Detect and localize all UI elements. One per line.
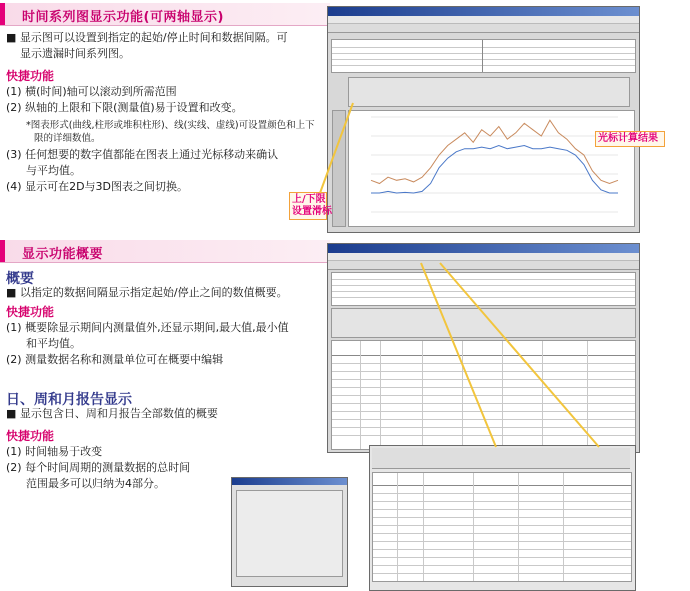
desc-line: ■ 显示图可以设置到指定的起始/停止时间和数据间隔。可 bbox=[6, 31, 288, 44]
list-item: (2) 测量数据名称和测量单位可在概要中编辑 bbox=[6, 353, 224, 366]
callout-line: 设置滑标 bbox=[292, 206, 332, 217]
overview-heading: 概要 bbox=[6, 271, 34, 287]
report-heading: 日、周和月报告显示 bbox=[6, 392, 132, 408]
func-heading: 快捷功能 bbox=[6, 69, 55, 83]
list-item: (4) 显示可在2D与3D图表之间切换。 bbox=[6, 180, 189, 193]
overview-text: ■ 以指定的数据间隔显示指定起始/停止之间的数值概要。 bbox=[6, 286, 288, 299]
list-item: (1) 时间轴易于改变 bbox=[6, 445, 103, 458]
list-item: (2) 纵轴的上限和下限(测量值)易于设置和改变。 bbox=[6, 101, 243, 114]
list-item-continued: 范围最多可以归纳为4部分。 bbox=[26, 477, 165, 490]
func-heading: 快捷功能 bbox=[6, 305, 55, 319]
list-item: (2) 每个时间周期的测量数据的总时间 bbox=[6, 461, 191, 474]
report-desc: ■ 显示包含日、周和月报告全部数值的概要 bbox=[6, 407, 218, 420]
list-item-continued: 和平均值。 bbox=[26, 337, 81, 350]
desc-line: 显示遗漏时间系列图。 bbox=[20, 47, 130, 60]
list-item: (3) 任何想要的数字值都能在图表上通过光标移动来确认 bbox=[6, 148, 279, 161]
list-item-continued: 与平均值。 bbox=[26, 164, 81, 177]
list-item: (1) 概要除显示期间内测量值外,还显示期间,最大值,最小值 bbox=[6, 321, 289, 334]
pointer-line bbox=[320, 103, 353, 193]
pointer-line bbox=[440, 263, 599, 447]
note-line: 限的详细数值。 bbox=[34, 133, 101, 144]
callout-line: 上/下限 bbox=[292, 194, 326, 205]
func-heading: 快捷功能 bbox=[6, 429, 55, 443]
section-title: 时间系列图显示功能(可两轴显示) bbox=[22, 10, 224, 25]
section-title: 显示功能概要 bbox=[22, 247, 104, 262]
list-item: (1) 横(时间)轴可以滚动到所需范围 bbox=[6, 85, 177, 98]
pointer-line bbox=[421, 263, 496, 447]
callout-cursor-result: 光标计算结果 bbox=[598, 133, 658, 144]
note-line: *图表形式(曲线,柱形或堆积柱形)、线(实线、虚线)可设置颜色和上下 bbox=[26, 120, 315, 131]
